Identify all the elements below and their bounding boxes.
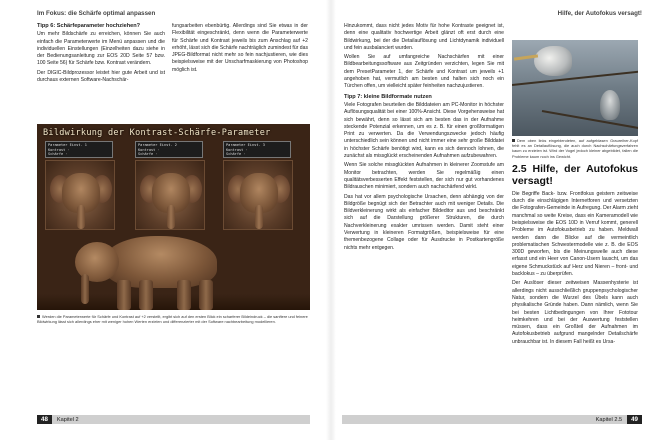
paragraph: fungsarbeiten ebenbürtig. Allerdings sind Sie etwas in der Flexibilität eingeschränkt, denn wenn die Parameterwerte für Schärfe und Kontrast jeweils bis zum Anschlag auf +2 erhöht, lässt sich die Schärfe nachträglich zumindest für das JPEG-Bildformat nicht mehr so fein nachjustieren, wie dies beispielsweise mit der Unscharfmaskierung von Photoshop möglich ist. — [172, 23, 308, 73]
branch-shape — [512, 69, 638, 86]
trunk-shape — [77, 205, 85, 229]
footer — [37, 415, 310, 424]
paragraph: Viele Fotografen beurteilen die Bilddateien am PC-Monitor in höchster Auflösungsqualität bei einer 100%-Ansicht. Diese Vorgehensweise hat sich bewährt, denn so lässt sich am besten das in der Aufnahme steckende Potenzial erkennen, um es z. B. für einen großformatigen Print zu verwerten. Da die Verwendungszwecke jedoch häufig unterschiedlich sein können und nicht immer eine sehr große Bilddatei in höchster Schärfe benötigt wird, kann es sich dennoch lohnen, die zunächst als missglückt erscheinenden Aufnahmen aufzubewahren. — [344, 101, 504, 160]
table-row: Schärfe · — [226, 152, 246, 156]
photo-caption — [512, 138, 638, 159]
right-column-2 — [512, 138, 638, 348]
left-column-1 — [37, 23, 165, 86]
table-header: Parameter Einst. 2 — [138, 143, 177, 147]
left-column-2 — [172, 23, 308, 76]
book-gutter — [326, 0, 336, 440]
paragraph: Das hat vor allem psychologische Ursachen, denn abhängig von der Bildgröße begnügt sich der Betrachter auch mit weniger Details. Die Bildverkleinerung wirkt als einfacher Bildeditor aus und beschränkt sich auf die Darstellung größerer Strukturen, die durch Nachverkleinerung exakter umrissen werden. Damit steht einer Verwertung in kleineren Formatgrößen, beispielsweise für eine themenbezogene Collage oder für Ausdrucke in Postkartengröße nichts mehr entgegen. — [344, 193, 504, 251]
elephant-thumbnail-2 — [135, 160, 205, 230]
paragraph: Der Auslöser dieser zeitweisen Massenhysterie ist allerdings nicht ausschließlich gruppenpsychologischer Natur, sondern die Wurzel des Übels kann auch physikalische Gründe haben. Dann nämlich, wenn Sie bei besten Lichtbedingungen von Ihrer Fototour heimkehren und bei der Auswertung feststellen müssen, dass ein Großteil der Aufnahmen im Autofokusbetrieb aufgrund mangelnder Detailschärfe unbrauchbar ist. In diesem Fall heißt es Ursa- — [512, 280, 638, 345]
leg-shape — [117, 280, 131, 310]
paragraph: Wenn Sie solche missglückten Aufnahmen in kleinerer Zoomstufe am Monitor betrachten, werden Sie regelmäßig einen qualitätsverbesserten Effekt feststellen, der sich nur gut vorhandenes Bildrauschen minimiert, sondern auch nachschärfend wirkt. — [344, 162, 504, 191]
paragraph: Um mehr Bildschärfe zu erreichen, können Sie auch einfach die Parameterwerte im Menü anpassen und die individuellen Einstellungen (Einzelheiten dazu siehe in der Bedienungsanleitung zur EOS 20D Seite 57 bzw. 100 Seite 56) für Schärfe bzw. Kontrast verändern. — [37, 31, 165, 67]
table-row: Schärfe · — [48, 152, 68, 156]
tip-7-title: Tipp 7: kleine Bildformate nutzen — [344, 93, 432, 100]
running-head-right: Hilfe, der Autofokus versagt! — [557, 10, 642, 17]
trunk-shape — [167, 205, 175, 229]
caption-marker-icon — [37, 315, 40, 318]
parameter-table — [223, 141, 291, 158]
leg-shape — [199, 280, 213, 310]
table-row: Schärfe · — [138, 152, 158, 156]
paragraph: Die Begriffe Back- bzw. Frontfokus geistern zeitweise durch die einschlägigen Internetforen und versetzten die Fotografen-Gemeinde in Aufregung. Der Alarm zieht manchmal so weite Kreise, dass ein Kameramodell wie beispielsweise die EOS 10D in Verruf kommt, generell Probleme im Autofokusbetrieb zu haben. Meldwall werden dann die Blicke auf die vermeintlich problematischen Schwestermodelle wie z. B. die EOS 300D geworfen, bis die Meinungswelle auch diese erfasst und ein Heer von Canon-Usern lauscht, um das eigene Schmuckstück auf Herz und Nieren – front- und backlokus – zu überprüfen. — [512, 190, 638, 278]
section-title: 2.5 Hilfe, der Autofokus versagt! — [512, 162, 638, 187]
trunk-shape — [81, 274, 89, 304]
caption-marker-icon — [512, 139, 515, 142]
elephant-large — [75, 236, 225, 310]
leg-shape — [139, 280, 153, 310]
branch-shape — [542, 110, 638, 131]
leg-shape — [177, 280, 191, 310]
caption-text: Werden die Parameterwerte für Schärfe und Kontrast auf +2 verstellt, ergibt sich auf den ersten Blick ein scharferer Bildeindruck – die sanftere und feinere Bildwirkung lässt sich allerdings eher mit weniger hohen Werten erzielen und differenzierter mit der Software nachbearbeitung modellieren. — [37, 314, 308, 325]
heron-small-shape — [600, 90, 620, 120]
parameter-table — [45, 141, 113, 158]
footer-chapter: Kapitel 2.5 — [595, 416, 623, 423]
heron-photo — [512, 40, 638, 136]
tip-6-title: Tipp 6: Schärfeparameter hochziehen? — [37, 23, 141, 29]
paragraph: Hinzukommt, dass nicht jedes Motiv für hohe Kontraste geeignet ist, denn eine qualitativ hochwertige Arbeit glänzt oft erst durch eine Bildwirkung, bei der die Detailauflösung und Lichtdynamik individuell und fein ausbalanciert wurden. — [344, 23, 504, 51]
figure-caption — [37, 314, 310, 324]
elephant-thumbnail-3 — [223, 160, 293, 230]
footer — [342, 415, 642, 424]
trunk-shape — [255, 205, 263, 229]
right-page — [340, 0, 656, 440]
caption-text: Dem oben links eingeblendeten, auf aufgeblasen Graureiher-Kopf fehlt es an Detailauflösung, die auch durch Nachschärfungsverfahren kaum zu erzielen ist. Wird der Vogel jedoch kleiner abgebildet, fallen die Probleme kaum noch ins Gewicht. — [512, 138, 638, 159]
paragraph: Der DIGIC-Bildprozessor leistet hier gute Arbeit und ist durchaus externen Software-Nachschär- — [37, 69, 165, 84]
page-number: 48 — [37, 415, 52, 424]
footer-chapter: Kapitel 2 — [56, 416, 79, 423]
right-column-1 — [344, 23, 504, 254]
table-row: Kontrast · — [48, 147, 70, 152]
left-page — [12, 0, 320, 440]
page-number: 49 — [627, 415, 642, 424]
paragraph: Wollen Sie auf umfangreiche Nachschärfen mit einer Bildbearbeitungssoftware aus Zeitgründen verzichten, legen Sie mit dem PresetParameter 1, der Schärfe und Kontrast um jeweils +1 angehoben hat, vermutlich am besten und halten sich noch ein Türchen offen, um vielleicht später feinheiten nachzujustieren. — [344, 54, 504, 90]
running-head-left: Im Fokus: die Schärfe optimal anpassen — [37, 10, 156, 17]
parameter-table — [135, 141, 203, 158]
elephant-thumbnail-1 — [45, 160, 115, 230]
heron-head-shape — [534, 46, 572, 76]
figure-title: Bildwirkung der Kontrast-Schärfe-Parameter — [43, 128, 271, 138]
elephant-figure — [37, 124, 310, 310]
table-row: Kontrast · — [138, 147, 160, 152]
table-header: Parameter Einst. 3 — [226, 143, 265, 147]
table-row: Kontrast · — [226, 147, 248, 152]
table-header: Parameter Einst. 1 — [48, 143, 87, 147]
